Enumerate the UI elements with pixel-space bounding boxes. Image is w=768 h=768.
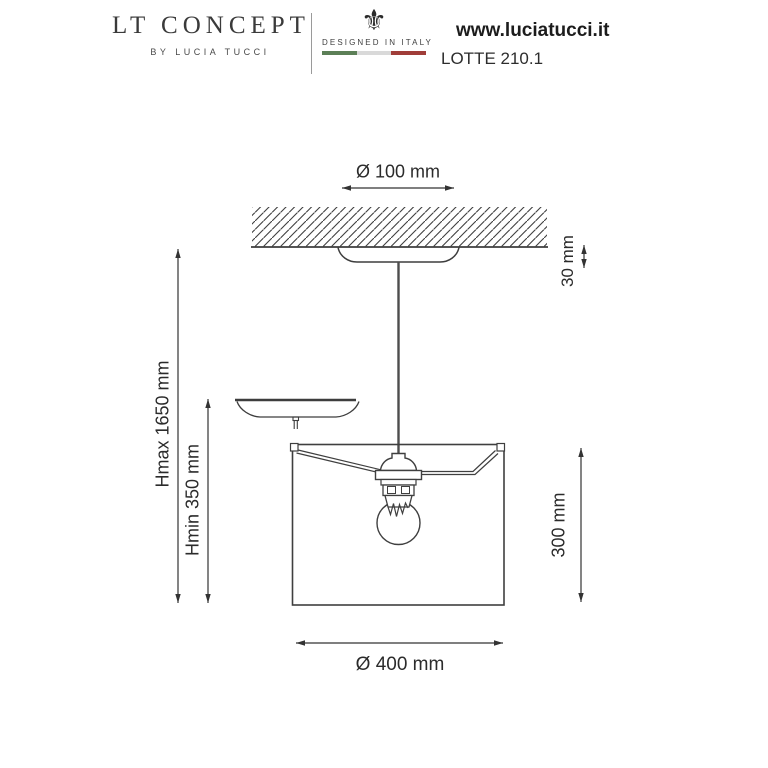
dim-hmax-label: Hmax 1650 mm bbox=[152, 360, 173, 488]
brand-logo-subtitle: BY LUCIA TUCCI bbox=[150, 47, 270, 57]
brand-logo-title: LT CONCEPT bbox=[112, 12, 310, 39]
product-model-label: LOTTE 210.1 bbox=[441, 49, 544, 68]
dim-canopy-diameter-label: Ø 100 mm bbox=[355, 161, 441, 182]
ceiling-hatch bbox=[251, 207, 548, 247]
dimension-arrows bbox=[178, 188, 584, 643]
lamp-socket bbox=[376, 454, 422, 517]
fleur-de-lis-icon: ⚜ bbox=[361, 5, 387, 37]
dim-hmin-label: Hmin 350 mm bbox=[182, 443, 203, 557]
dim-shade-diameter-label: Ø 400 mm bbox=[355, 654, 445, 675]
canopy-min-position bbox=[235, 400, 359, 429]
designed-in-italy-label: DESIGNED IN ITALY bbox=[322, 38, 433, 47]
dim-canopy-height-label: 30 mm bbox=[558, 235, 577, 287]
website-link[interactable]: www.luciatucci.it bbox=[456, 20, 610, 41]
dim-shade-height-label: 300 mm bbox=[548, 492, 569, 558]
ceiling-canopy bbox=[338, 248, 459, 263]
